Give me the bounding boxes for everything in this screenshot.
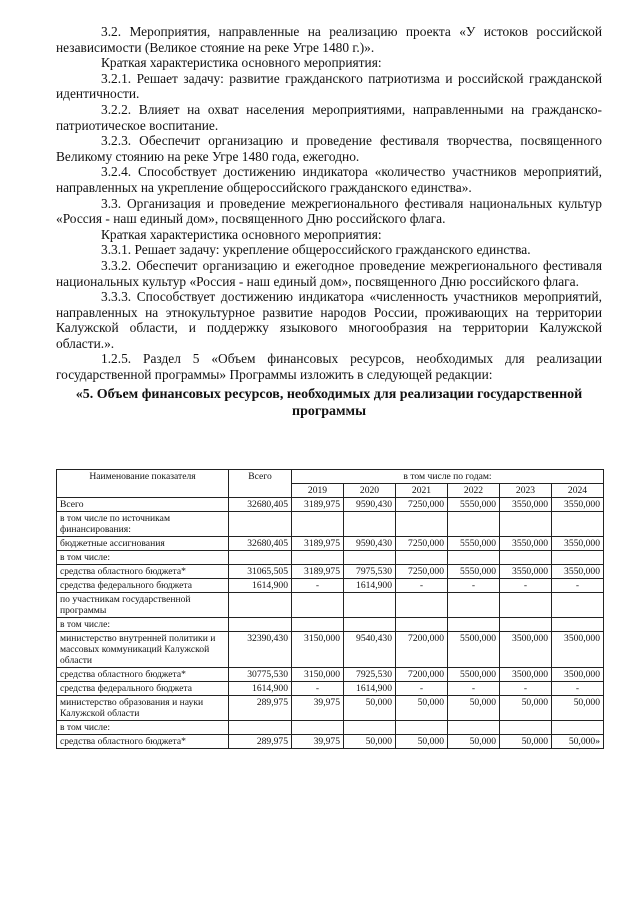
cell-year-value [344,721,396,735]
cell-year-value [396,721,448,735]
financial-resources-table [56,469,604,749]
header-total: Всего [229,470,292,498]
cell-total [229,593,292,618]
cell-year-value [500,721,552,735]
cell-year-value: 1614,900 [344,682,396,696]
cell-year-value: 3150,000 [292,668,344,682]
header-year: 2023 [500,484,552,498]
table-row [57,632,604,668]
cell-total: 32390,430 [229,632,292,668]
table-header [57,470,604,498]
cell-year-value: 9540,430 [344,632,396,668]
paragraph: 3.2. Мероприятия, направленные на реализацию проекта «У истоков российской независимости (Великое стояние на реке Угре 1480 г.)». [56,24,602,55]
cell-total [229,512,292,537]
row-label: в том числе по источникам финансирования: [57,512,229,537]
cell-year-value: 50,000 [344,696,396,721]
cell-year-value [552,721,604,735]
cell-year-value [500,618,552,632]
cell-year-value: - [552,579,604,593]
cell-year-value: 50,000 [344,735,396,749]
cell-year-value: 3550,000 [552,565,604,579]
cell-total: 32680,405 [229,498,292,512]
cell-total: 30775,530 [229,668,292,682]
cell-total: 289,975 [229,735,292,749]
cell-year-value [396,593,448,618]
row-label: по участникам государственной программы [57,593,229,618]
cell-year-value: 7975,530 [344,565,396,579]
table-row [57,565,604,579]
cell-year-value [552,593,604,618]
cell-year-value: 50,000 [448,696,500,721]
paragraph: 3.3.2. Обеспечит организацию и ежегодное проведение межрегионального фестиваля национальных культур «Россия - наш единый дом», посвященного Дню российского флага. [56,257,602,289]
row-label: средства областного бюджета* [57,565,229,579]
row-label: средства областного бюджета* [57,735,229,749]
paragraph: 3.3.1. Решает задачу: укрепление общероссийского гражданского единства. [101,242,531,258]
cell-year-value: 5500,000 [448,668,500,682]
cell-year-value [292,512,344,537]
cell-year-value: 50,000 [448,735,500,749]
cell-year-value: 3150,000 [292,632,344,668]
cell-year-value: 7250,000 [396,498,448,512]
row-label: бюджетные ассигнования [57,537,229,551]
cell-year-value [552,551,604,565]
cell-total [229,618,292,632]
cell-year-value: 3500,000 [552,632,604,668]
cell-year-value [500,551,552,565]
cell-year-value [448,512,500,537]
cell-year-value [396,512,448,537]
table-row [57,721,604,735]
cell-year-value: 7250,000 [396,537,448,551]
row-label: министерство внутренней политики и массовых коммуникаций Калужской области [57,632,229,668]
row-label: в том числе: [57,551,229,565]
cell-year-value [448,618,500,632]
cell-year-value: 50,000 [396,735,448,749]
table-row [57,537,604,551]
cell-year-value: 5550,000 [448,537,500,551]
cell-total: 1614,900 [229,579,292,593]
cell-year-value: - [448,682,500,696]
header-year: 2019 [292,484,344,498]
cell-total: 289,975 [229,696,292,721]
row-label: Всего [57,498,229,512]
section-title: «5. Объем финансовых ресурсов, необходимых для реализации государственной программы [75,386,583,419]
cell-year-value: 50,000 [500,696,552,721]
cell-total: 1614,900 [229,682,292,696]
header-year: 2024 [552,484,604,498]
cell-year-value: 3550,000 [552,537,604,551]
cell-year-value: - [552,682,604,696]
header-by-years: в том числе по годам: [292,470,604,484]
cell-year-value: 3550,000 [552,498,604,512]
cell-year-value: - [500,682,552,696]
row-label: средства федерального бюджета [57,682,229,696]
table-row [57,593,604,618]
cell-year-value: 5550,000 [448,498,500,512]
cell-year-value [292,618,344,632]
cell-year-value [448,721,500,735]
paragraph: 3.2.2. Влияет на охват населения мероприятиями, направленными на гражданско-патриотическое воспитание. [56,101,602,133]
table-row [57,696,604,721]
cell-year-value: 7200,000 [396,668,448,682]
cell-year-value: 7925,530 [344,668,396,682]
row-label: министерство образования и науки Калужской области [57,696,229,721]
paragraph-list [56,24,602,383]
row-label: в том числе: [57,618,229,632]
header-year: 2022 [448,484,500,498]
cell-year-value: 1614,900 [344,579,396,593]
cell-year-value [500,512,552,537]
paragraph: 3.2.3. Обеспечит организацию и проведение фестиваля творчества, посвященного Великому стоянию на реке Угре 1480 года, ежегодно. [56,133,602,164]
cell-year-value [396,551,448,565]
cell-year-value: 3550,000 [500,498,552,512]
cell-year-value [448,593,500,618]
cell-year-value: - [292,682,344,696]
cell-year-value: 39,975 [292,696,344,721]
cell-year-value [552,618,604,632]
paragraph: 3.2.1. Решает задачу: развитие гражданского патриотизма и российской гражданской идентичности. [56,70,602,102]
cell-year-value [344,551,396,565]
cell-year-value [500,593,552,618]
table-body [57,498,604,749]
cell-year-value: 3550,000 [500,565,552,579]
cell-year-value [292,551,344,565]
cell-year-value [448,551,500,565]
cell-year-value: 3550,000 [500,537,552,551]
cell-year-value: - [292,579,344,593]
cell-year-value: - [448,579,500,593]
cell-year-value: - [500,579,552,593]
paragraph: 3.3. Организация и проведение межрегионального фестиваля национальных культур «Россия - наш единый дом», посвященного Дню российского флага. [56,195,602,227]
cell-total: 31065,505 [229,565,292,579]
cell-total [229,551,292,565]
cell-year-value: 50,000 [396,696,448,721]
cell-year-value: 39,975 [292,735,344,749]
cell-year-value: 50,000» [552,735,604,749]
table-row [57,498,604,512]
cell-year-value: - [396,682,448,696]
cell-year-value [292,721,344,735]
header-year: 2021 [396,484,448,498]
cell-year-value: 7250,000 [396,565,448,579]
row-label: средства федерального бюджета [57,579,229,593]
header-year: 2020 [344,484,396,498]
cell-year-value: 9590,430 [344,537,396,551]
table-row [57,735,604,749]
table-row [57,579,604,593]
table-row [57,512,604,537]
cell-year-value [292,593,344,618]
table-row [57,668,604,682]
cell-year-value [344,618,396,632]
cell-total [229,721,292,735]
paragraph: 1.2.5. Раздел 5 «Объем финансовых ресурсов, необходимых для реализации государственной программы» Программы изложить в следующей редакции: [56,351,602,383]
cell-year-value: 50,000 [552,696,604,721]
cell-year-value: 9590,430 [344,498,396,512]
cell-year-value: 3500,000 [552,668,604,682]
paragraph: 3.3.3. Способствует достижению индикатора «численность участников мероприятий, направленных на этнокультурное развитие народов России, проживающих на территории Калужской области, и поддержку языкового многообразия на территории Калужской области.». [56,289,602,351]
cell-year-value [344,593,396,618]
cell-year-value: 50,000 [500,735,552,749]
cell-year-value: 5550,000 [448,565,500,579]
paragraph: 3.2.4. Способствует достижению индикатора «количество участников мероприятий, направленных на укрепление общероссийского гражданского единства». [56,164,602,195]
cell-year-value [552,512,604,537]
paragraph: Краткая характеристика основного мероприятия: [101,226,382,242]
paragraph: Краткая характеристика основного мероприятия: [101,55,382,71]
cell-year-value: 3500,000 [500,632,552,668]
cell-year-value: 3189,975 [292,537,344,551]
header-indicator: Наименование показателя [57,470,229,498]
cell-year-value: 3500,000 [500,668,552,682]
table-row [57,682,604,696]
cell-year-value [396,618,448,632]
table-row [57,618,604,632]
cell-year-value: 5500,000 [448,632,500,668]
cell-year-value: 3189,975 [292,565,344,579]
cell-total: 32680,405 [229,537,292,551]
cell-year-value [344,512,396,537]
document-body [56,24,602,420]
row-label: в том числе: [57,721,229,735]
table-row [57,551,604,565]
cell-year-value: 3189,975 [292,498,344,512]
row-label: средства областного бюджета* [57,668,229,682]
cell-year-value: 7200,000 [396,632,448,668]
cell-year-value: - [396,579,448,593]
